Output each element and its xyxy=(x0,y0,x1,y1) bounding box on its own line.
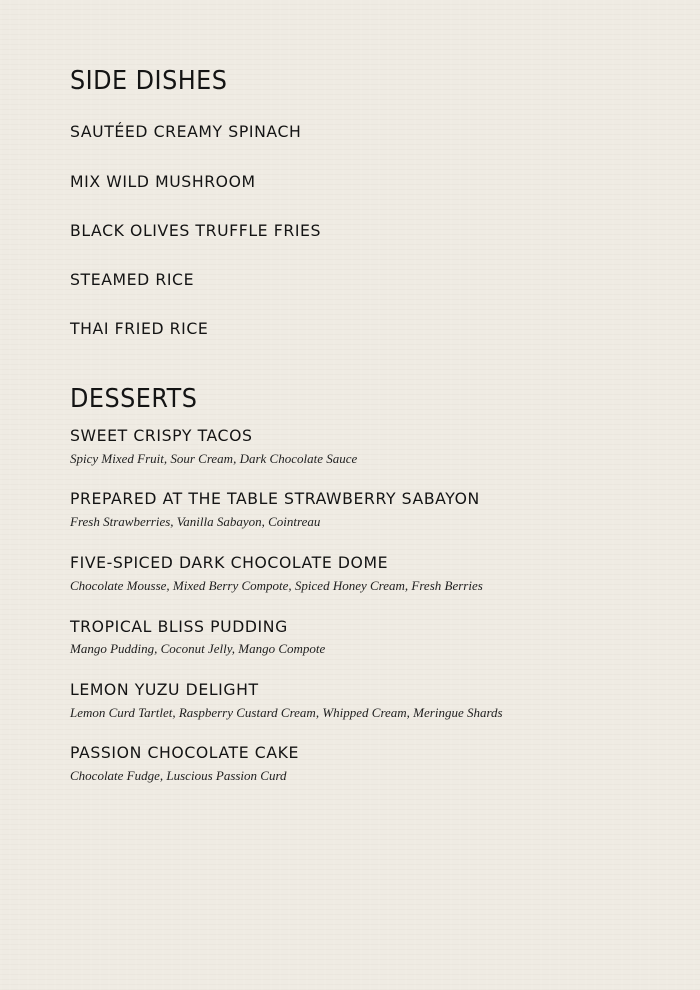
item-description: Chocolate Fudge, Luscious Passion Curd xyxy=(70,768,287,783)
item-name: THAI FRIED RICE xyxy=(70,319,209,338)
item-description: Lemon Curd Tartlet, Raspberry Custard Cream, Whipped Cream, Meringue Shards xyxy=(70,705,503,720)
item-name: PREPARED AT THE TABLE STRAWBERRY SABAYON xyxy=(70,489,480,508)
item-description: Chocolate Mousse, Mixed Berry Compote, Spiced Honey Cream, Fresh Berries xyxy=(70,578,483,593)
item-name: PASSION CHOCOLATE CAKE xyxy=(70,743,300,762)
item-name: FIVE-SPICED DARK CHOCOLATE DOME xyxy=(70,553,389,572)
item-name: STEAMED RICE xyxy=(70,270,195,289)
item-name: SWEET CRISPY TACOS xyxy=(70,426,253,445)
item-description: Mango Pudding, Coconut Jelly, Mango Compote xyxy=(70,641,326,656)
item-name: MIX WILD MUSHROOM xyxy=(70,172,256,191)
desserts-title: DESSERTS xyxy=(70,384,198,414)
item-description: Spicy Mixed Fruit, Sour Cream, Dark Chocolate Sauce xyxy=(70,451,358,466)
item-name: SAUTÉED CREAMY SPINACH xyxy=(70,122,302,141)
side-dishes-title: SIDE DISHES xyxy=(70,66,228,96)
item-name: BLACK OLIVES TRUFFLE FRIES xyxy=(70,221,322,240)
item-description: Fresh Strawberries, Vanilla Sabayon, Cointreau xyxy=(70,514,321,529)
item-name: LEMON YUZU DELIGHT xyxy=(70,680,259,699)
item-name: TROPICAL BLISS PUDDING xyxy=(70,617,288,636)
